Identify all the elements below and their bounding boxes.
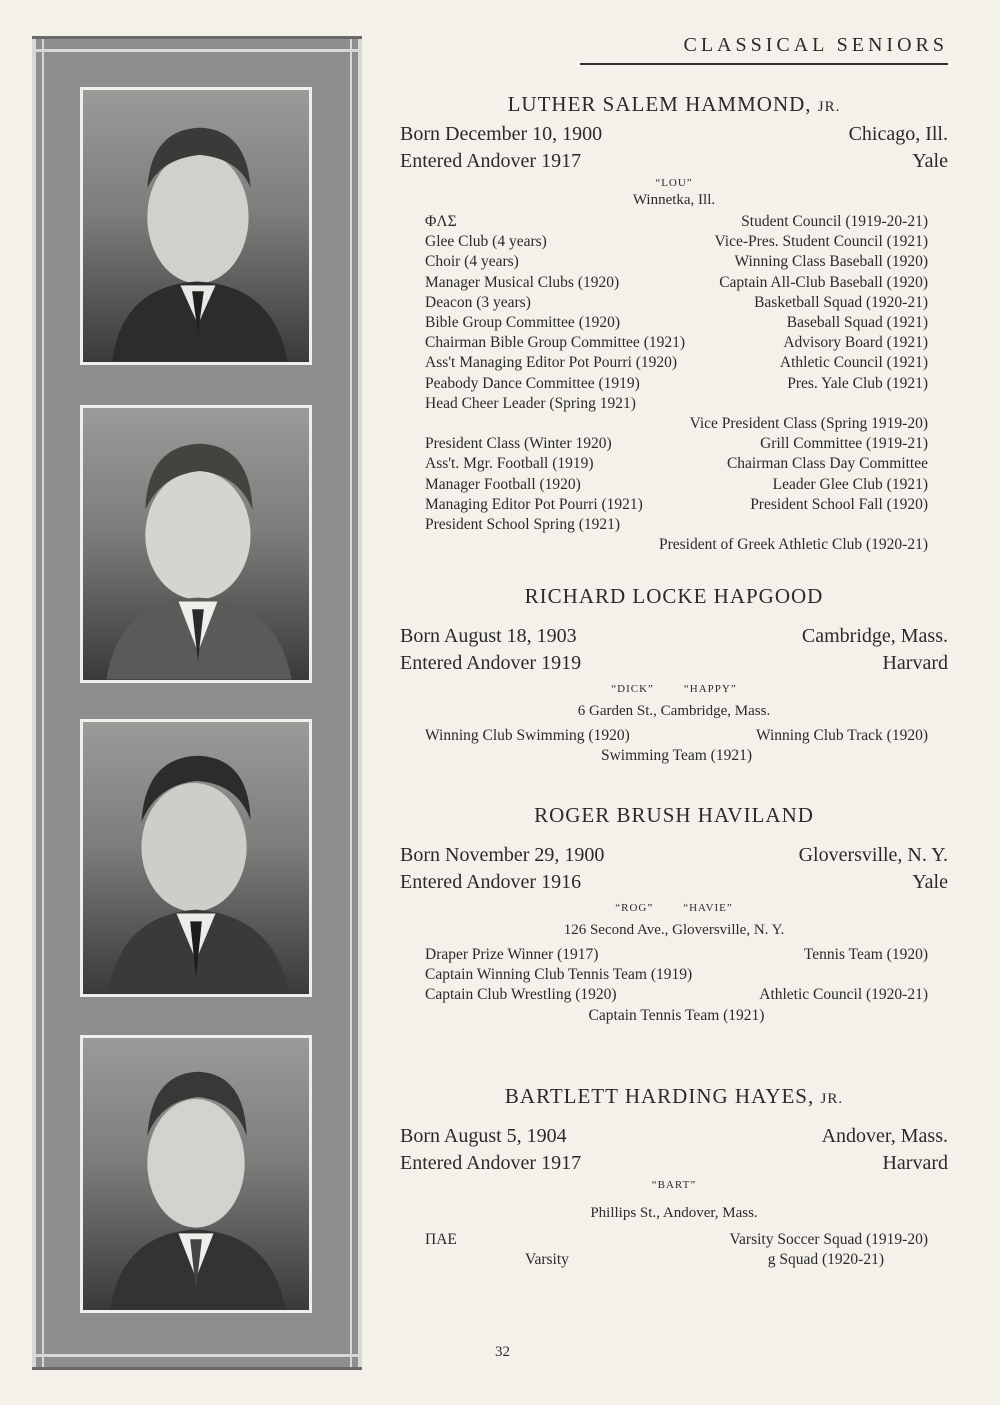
- activity: Winning Club Track (1920): [755, 727, 928, 744]
- page-number: 32: [495, 1344, 510, 1360]
- activity: Tennis Team (1920): [803, 946, 928, 963]
- portrait-hayes: [80, 1035, 312, 1313]
- name-suffix: JR.: [820, 1091, 844, 1107]
- activity: Baseball Squad (1921): [786, 314, 928, 332]
- page-header: CLASSICAL SENIORS: [580, 34, 948, 65]
- portrait-hammond: [80, 87, 312, 365]
- activity: Chairman Bible Group Committee (1921): [425, 334, 686, 352]
- senior-entry-hayes: [400, 1084, 948, 1270]
- activity: ΠΑΕ: [425, 1231, 457, 1248]
- activity: Choir (4 years): [425, 253, 519, 271]
- activity: g Squad (1920-21): [767, 1251, 884, 1269]
- senior-entry-haviland: [400, 803, 948, 1026]
- activity: Managing Editor Pot Pourri (1921): [425, 495, 643, 513]
- hometown: Chicago, Ill.: [848, 123, 948, 145]
- activity: Bible Group Committee (1920): [425, 314, 621, 332]
- activity: Pres. Yale Club (1921): [787, 374, 928, 392]
- activity: Draper Prize Winner (1917): [425, 946, 599, 963]
- activities: [425, 945, 928, 1026]
- activity: President School Spring (1921): [425, 516, 621, 534]
- activity: Advisory Board (1921): [783, 334, 928, 352]
- activity: Deacon (3 years): [425, 293, 531, 311]
- name-text: LUTHER SALEM HAMMOND,: [507, 92, 812, 116]
- portrait-haviland: [80, 719, 312, 997]
- activity: Student Council (1919-20-21): [741, 213, 928, 230]
- activity: Winning Club Swimming (1920): [425, 727, 630, 744]
- activity: Manager Football (1920): [425, 475, 581, 493]
- activity: Varsity Soccer Squad (1919-20): [729, 1231, 928, 1248]
- activity: Vice President Class (Spring 1919-20): [689, 415, 928, 433]
- senior-name: ROGER BRUSH HAVILAND: [534, 803, 814, 827]
- activity: President Class (Winter 1920): [425, 435, 612, 453]
- activity: Chairman Class Day Committee: [726, 455, 928, 473]
- activity: Peabody Dance Committee (1919): [425, 374, 640, 392]
- hometown: Gloversville, N. Y.: [798, 844, 948, 866]
- senior-name: [400, 1084, 948, 1109]
- nickname: “HAPPY”: [683, 683, 737, 695]
- nickname: “BART”: [651, 1179, 697, 1191]
- college: Harvard: [882, 652, 948, 674]
- activity: Ass't. Mgr. Football (1919): [425, 455, 594, 473]
- activity: President of Greek Athletic Club (1920-21): [658, 536, 928, 554]
- activity: President School Fall (1920): [750, 495, 928, 513]
- nickname: “HAVIE”: [683, 902, 733, 914]
- address: 126 Second Ave., Gloversville, N. Y.: [563, 922, 785, 938]
- activity: Captain Club Wrestling (1920): [425, 986, 617, 1004]
- nickname: “DICK”: [611, 683, 654, 695]
- activity: Captain Tennis Team (1921): [588, 1006, 765, 1024]
- activity: Athletic Council (1920-21): [759, 986, 928, 1004]
- activity: Athletic Council (1921): [779, 354, 928, 372]
- activity: Swimming Team (1921): [600, 747, 753, 765]
- senior-entry-hapgood: [400, 584, 948, 766]
- entered: Entered Andover 1919: [400, 652, 582, 674]
- address: Phillips St., Andover, Mass.: [590, 1205, 758, 1221]
- activity: ΦΛΣ: [425, 213, 457, 230]
- entered: Entered Andover 1917: [400, 150, 582, 172]
- activity: Winning Class Baseball (1920): [734, 253, 928, 271]
- address: 6 Garden St., Cambridge, Mass.: [577, 703, 771, 719]
- nickname: “LOU”: [655, 177, 693, 189]
- born: Born December 10, 1900: [400, 123, 603, 145]
- activity: Head Cheer Leader (Spring 1921): [425, 394, 636, 412]
- name-text: BARTLETT HARDING HAYES,: [504, 1084, 815, 1108]
- nickname: “ROG”: [615, 902, 654, 914]
- activity: Grill Committee (1919-21): [760, 435, 928, 453]
- born: Born August 5, 1904: [400, 1125, 567, 1147]
- college: Yale: [912, 871, 948, 893]
- born: Born November 29, 1900: [400, 844, 605, 866]
- senior-name: RICHARD LOCKE HAPGOOD: [524, 584, 824, 608]
- portrait-strip: [32, 36, 362, 1370]
- portrait-hapgood: [80, 405, 312, 683]
- activity: Vice-Pres. Student Council (1921): [714, 233, 928, 251]
- activity: Varsity: [525, 1251, 569, 1269]
- activity: Captain All-Club Baseball (1920): [719, 273, 928, 291]
- hometown: Cambridge, Mass.: [801, 625, 948, 647]
- activity: Glee Club (4 years): [425, 233, 547, 251]
- name-suffix: JR.: [817, 99, 841, 115]
- activity: Leader Glee Club (1921): [772, 475, 928, 493]
- entered: Entered Andover 1916: [400, 871, 582, 893]
- activity: Basketball Squad (1920-21): [754, 293, 928, 311]
- college: Harvard: [882, 1152, 948, 1174]
- activity: Manager Musical Clubs (1920): [425, 273, 620, 291]
- born: Born August 18, 1903: [400, 625, 577, 647]
- senior-name: [400, 92, 948, 117]
- entered: Entered Andover 1917: [400, 1152, 582, 1174]
- address: Winnetka, Ill.: [632, 192, 716, 208]
- activity: Captain Winning Club Tennis Team (1919): [425, 966, 693, 984]
- nicknames: [400, 902, 948, 914]
- senior-entry-hammond: [400, 92, 948, 555]
- activities: [425, 726, 928, 766]
- nicknames: [400, 683, 948, 695]
- activity: Ass't Managing Editor Pot Pourri (1920): [425, 354, 678, 372]
- activities: [425, 1230, 928, 1270]
- college: Yale: [912, 150, 948, 172]
- activities: [425, 212, 928, 555]
- hometown: Andover, Mass.: [821, 1125, 948, 1147]
